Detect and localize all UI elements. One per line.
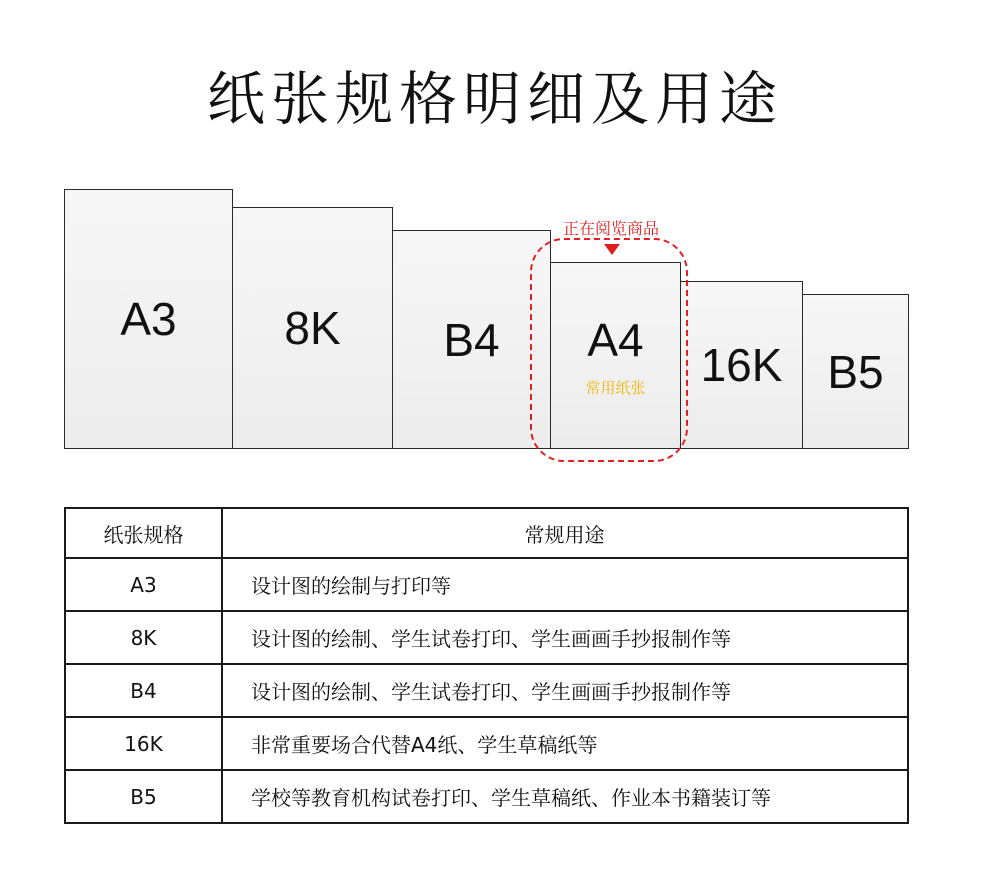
row-usage: 设计图的绘制与打印等 — [222, 558, 908, 611]
table-row — [65, 717, 908, 770]
table-row — [65, 558, 908, 611]
common-paper-tag: 常用纸张 — [585, 379, 646, 397]
row-spec: B5 — [65, 770, 222, 823]
paper-a3[interactable] — [64, 189, 233, 449]
row-spec: 8K — [65, 611, 222, 664]
table-row — [65, 611, 908, 664]
paper-16k[interactable] — [680, 281, 803, 449]
viewing-label: 正在阅览商品 — [562, 219, 659, 238]
paper-label-b4: B4 — [443, 313, 500, 366]
row-usage: 学校等教育机构试卷打印、学生草稿纸、作业本书籍装订等 — [222, 770, 908, 823]
table-row — [65, 664, 908, 717]
paper-label-a4: A4 — [587, 314, 644, 366]
header-spec: 纸张规格 — [65, 508, 222, 558]
row-spec: 16K — [65, 717, 222, 770]
row-spec: B4 — [65, 664, 222, 717]
row-spec: A3 — [65, 558, 222, 611]
row-usage: 设计图的绘制、学生试卷打印、学生画画手抄报制作等 — [222, 611, 908, 664]
paper-label-b5: B5 — [827, 345, 884, 398]
paper-label-a3: A3 — [120, 293, 177, 345]
down-arrow-icon — [604, 244, 620, 255]
paper-8k[interactable] — [232, 207, 393, 449]
current-item-highlight — [530, 238, 688, 462]
usage-table — [64, 507, 909, 824]
header-usage: 常规用途 — [222, 508, 908, 558]
paper-b5[interactable] — [802, 294, 909, 449]
paper-b4[interactable] — [392, 230, 551, 449]
paper-label-16k: 16K — [700, 339, 783, 391]
table-header-row — [65, 508, 908, 558]
row-usage: 非常重要场合代替A4纸、学生草稿纸等 — [222, 717, 908, 770]
page-title: 纸张规格明细及用途 — [206, 65, 783, 133]
row-usage: 设计图的绘制、学生试卷打印、学生画画手抄报制作等 — [222, 664, 908, 717]
table-row — [65, 770, 908, 823]
paper-label-8k: 8K — [284, 302, 341, 354]
